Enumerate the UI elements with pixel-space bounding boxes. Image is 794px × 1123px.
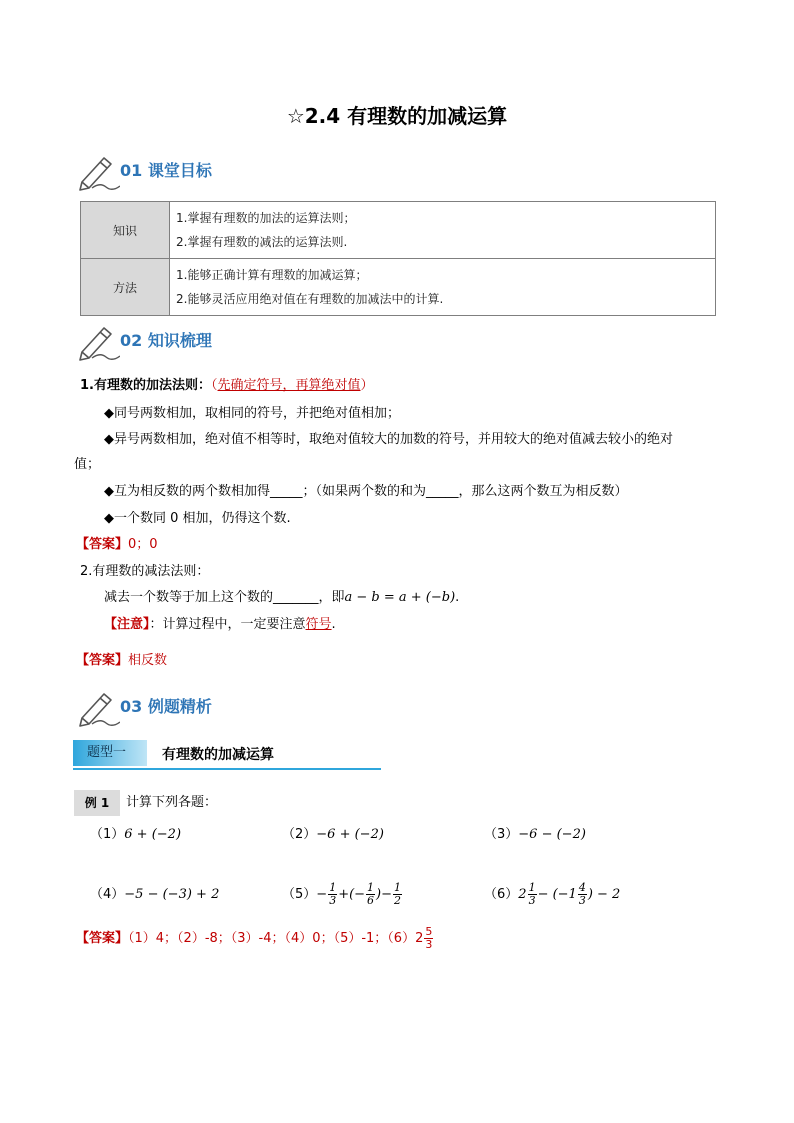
- rule-item: 值；: [74, 457, 101, 472]
- fraction: [424, 926, 433, 951]
- problem-number: （4）: [90, 887, 125, 902]
- answer-line: [76, 924, 434, 954]
- problem-item: [282, 880, 403, 910]
- problem-expression: −6 + (−2): [316, 827, 384, 842]
- example-prompt: 计算下列各题：: [126, 795, 218, 810]
- note-line: [104, 615, 336, 635]
- table-row: [81, 259, 716, 316]
- problem-number: （6）: [484, 887, 519, 902]
- whole-number: 2: [518, 887, 527, 902]
- operator: −: [316, 887, 328, 902]
- denominator: 3: [425, 938, 433, 951]
- addition-rule-heading: [80, 376, 374, 396]
- goal-label: 知识: [81, 202, 170, 259]
- note-text: ：计算过程中，一定要注意: [149, 617, 306, 632]
- note-keyword: 符号: [305, 617, 332, 632]
- answer-label: 【答案】: [76, 653, 129, 668]
- operator: ) − 2: [587, 887, 621, 902]
- problem-item: [90, 880, 219, 910]
- problem-item: [484, 880, 620, 910]
- goal-text: [170, 259, 716, 316]
- subtraction-rule-heading: 2.有理数的减法法则：: [80, 564, 210, 579]
- rule-heading: 1.有理数的加法法则：: [80, 378, 211, 393]
- operator: )−: [376, 887, 393, 902]
- problem-item: [90, 820, 181, 850]
- rule-item: ◆互为相反数的两个数相加得_____；（如果两个数的和为_____，那么这两个数互为相反数）: [104, 484, 628, 499]
- rule-text: .: [455, 590, 460, 605]
- fraction: [528, 882, 537, 907]
- hint-text: 先确定符号，再算绝对值: [217, 378, 361, 393]
- goal-line: 1.掌握有理数的加法的运算法则；: [176, 211, 356, 225]
- rule-item: ◆同号两数相加，取相同的符号，并把绝对值相加；: [104, 406, 400, 421]
- section-title: 03 例题精析: [120, 697, 212, 716]
- answer-line: [76, 651, 167, 671]
- answer-text: 0；0: [128, 537, 158, 552]
- problem-type-badge: 题型一: [73, 740, 147, 766]
- problem-number: （1）: [90, 827, 125, 842]
- denominator: 3: [329, 894, 337, 907]
- numerator: 1: [528, 881, 536, 894]
- hint-bracket: ）: [360, 378, 374, 393]
- answer-text: 相反数: [128, 653, 168, 668]
- denominator: 6: [367, 894, 375, 907]
- answer-text: （1）4；（2）-8；（3）-4；（4）0；（5）-1；（6）2: [128, 931, 424, 946]
- fraction: [366, 882, 375, 907]
- numerator: 4: [578, 881, 586, 894]
- problem-expression: −5 − (−3) + 2: [124, 887, 220, 902]
- problem-expression: [316, 881, 403, 907]
- numerator: 1: [329, 881, 337, 894]
- problem-expression: 6 + (−2): [124, 827, 182, 842]
- problem-item: [484, 820, 586, 850]
- section-title: 01 课堂目标: [120, 161, 212, 180]
- hint-bracket: （: [210, 378, 218, 393]
- fraction: [328, 882, 337, 907]
- numerator: 1: [367, 881, 375, 894]
- pencil-icon: [76, 152, 120, 192]
- table-row: [81, 202, 716, 259]
- note-label: 【注意】: [104, 617, 150, 632]
- answer-label: 【答案】: [76, 537, 129, 552]
- example-badge: 例 1: [74, 790, 120, 816]
- denominator: 3: [528, 894, 536, 907]
- problem-expression: −6 − (−2): [518, 827, 586, 842]
- problem-type-title: 有理数的加减运算: [162, 747, 274, 763]
- problem-expression: [518, 881, 621, 907]
- pencil-icon: [76, 688, 120, 728]
- operator: +(−: [338, 887, 366, 902]
- rule-text: 减去一个数等于加上这个数的_______，即: [104, 590, 345, 605]
- pencil-icon: [76, 322, 120, 362]
- numerator: 5: [425, 925, 433, 938]
- problem-item: [282, 820, 384, 850]
- rule-item: ◆一个数同 0 相加，仍得这个数.: [104, 511, 291, 526]
- section-title: 02 知识梳理: [120, 331, 212, 350]
- page-title: ☆2.4 有理数的加减运算: [286, 104, 508, 128]
- fraction: [393, 882, 402, 907]
- problem-number: （3）: [484, 827, 519, 842]
- goal-label: 方法: [81, 259, 170, 316]
- fraction: [578, 882, 587, 907]
- problem-number: （5）: [282, 887, 317, 902]
- subtraction-rule: [104, 588, 459, 608]
- goal-line: 2.能够灵活应用绝对值在有理数的加减法中的计算.: [176, 292, 444, 306]
- goal-line: 1.能够正确计算有理数的加减运算；: [176, 268, 368, 282]
- formula: a − b = a + (−b): [344, 590, 456, 605]
- denominator: 3: [578, 894, 586, 907]
- goal-text: [170, 202, 716, 259]
- note-text: .: [331, 617, 336, 632]
- rule-item: ◆异号两数相加，绝对值不相等时，取绝对值较大的加数的符号，并用较大的绝对值减去较小的绝对: [104, 432, 673, 447]
- goal-line: 2.掌握有理数的减法的运算法则.: [176, 235, 348, 249]
- problem-number: （2）: [282, 827, 317, 842]
- answer-label: 【答案】: [76, 931, 129, 946]
- numerator: 1: [394, 881, 402, 894]
- goals-table: [80, 201, 716, 316]
- divider: [73, 768, 381, 770]
- operator: − (−1: [537, 887, 577, 902]
- answer-line: [76, 535, 158, 555]
- denominator: 2: [394, 894, 402, 907]
